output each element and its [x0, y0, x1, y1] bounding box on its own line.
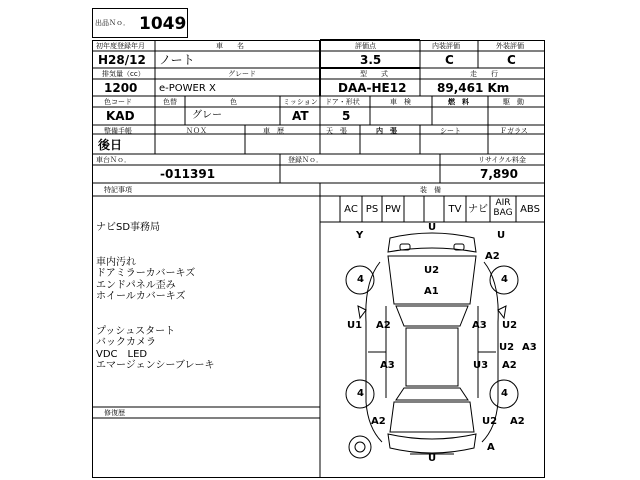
doors-label: ドア・形状: [325, 98, 360, 106]
damage-mark-a3-far-right: A3: [522, 342, 537, 353]
note-line: VDC LED: [96, 348, 148, 360]
damage-mark-4-front-right: 4: [501, 274, 508, 285]
damage-mark-a-bottom: A: [487, 442, 495, 453]
seat-label: シート: [440, 127, 461, 135]
note-line: エマージェンシーブレーキ: [96, 360, 215, 371]
year-value: H28/12: [98, 53, 146, 67]
glass-label: Ｆガラス: [500, 127, 528, 135]
damage-mark-a3-left-rear: A3: [380, 360, 395, 371]
equipment-pw: PW: [385, 204, 401, 215]
note-line: 車内汚れ: [96, 256, 136, 268]
equipment-ps: PS: [365, 204, 379, 215]
recycle-value: 7,890: [480, 167, 518, 181]
color-label: 色: [230, 98, 237, 106]
name-value: ノート: [159, 53, 195, 67]
exterior-score-value: C: [507, 53, 516, 67]
damage-mark-a2-bottom-right: A2: [510, 416, 525, 427]
name-label: 車 名: [216, 42, 244, 50]
color-value: グレー: [192, 110, 222, 121]
sunroof-label: 天 張: [326, 127, 347, 135]
model-value: DAA-HE12: [338, 81, 407, 95]
equipment-tv: TV: [448, 204, 462, 215]
notes-list: [96, 222, 316, 372]
note-line: ホイールカバーキズ: [96, 291, 186, 302]
color-code-value: KAD: [106, 109, 135, 123]
exterior-score-label: 外装評価: [496, 42, 524, 50]
interior-score-label: 内装評価: [432, 42, 460, 50]
mileage-value: 89,461 Km: [437, 81, 510, 95]
note-line: ナビSD事務局: [96, 222, 161, 233]
fuel-label: 燃 料: [448, 98, 469, 106]
damage-mark-y: Y: [356, 230, 364, 241]
interior-trim-label: 内 張: [376, 127, 397, 135]
note-line: エンドパネル歪み: [96, 279, 176, 291]
lot-label: 出品Ｎｏ．: [95, 19, 130, 27]
displacement-value: 1200: [104, 81, 138, 95]
displacement-label: 排気量（cc）: [102, 70, 145, 78]
notes-heading: 特記事項: [104, 186, 132, 194]
doors-value: 5: [342, 109, 351, 123]
damage-mark-u1-left: U1: [347, 320, 363, 331]
damage-mark-4-rear-right: 4: [501, 388, 508, 399]
drive-label: 駆 動: [503, 98, 524, 106]
damage-mark-u3-right: U3: [473, 360, 489, 371]
note-line: [96, 234, 316, 246]
equipment-ac: AC: [344, 204, 358, 215]
nox-label: ＮＯＸ: [186, 127, 207, 135]
interior-score-value: C: [445, 53, 454, 67]
damage-mark-u2-bottom: U2: [482, 416, 498, 427]
grade-label: グレード: [228, 70, 256, 78]
damage-mark-u2-hood: U2: [424, 265, 440, 276]
grade-value: e-POWER X: [159, 83, 216, 94]
damage-mark-a2-left: A2: [376, 320, 391, 331]
mission-label: ミッション: [283, 98, 318, 106]
note-line: ドアミラーカバーキズ: [96, 268, 196, 279]
chassis-label: 車台Ｎｏ．: [96, 156, 131, 164]
registration-label: 登録Ｎｏ．: [288, 156, 323, 164]
inspection-label: 車 検: [390, 98, 411, 106]
manual-label: 整備手帳: [104, 127, 132, 135]
mission-value: AT: [292, 109, 309, 123]
damage-mark-u-top: U: [428, 222, 437, 233]
manual-value: 後日: [98, 138, 123, 152]
equipment-navi: ナビ: [468, 204, 488, 215]
model-label: 型 式: [360, 70, 388, 78]
note-line: プッシュスタート: [96, 325, 176, 337]
color-code-label: 色コード: [104, 98, 132, 106]
score-label: 評価点: [355, 42, 376, 50]
damage-mark-a2-right-rear: A2: [502, 360, 517, 371]
damage-mark-u2-right: U2: [502, 320, 518, 331]
damage-mark-a3-right: A3: [472, 320, 487, 331]
damage-mark-4-rear-left: 4: [357, 388, 364, 399]
mileage-label: 走 行: [470, 70, 498, 78]
damage-mark-u-bottom: U: [428, 453, 437, 464]
note-line: [96, 314, 316, 326]
year-label: 初年度登録年月: [96, 42, 145, 50]
history-label: 車 歴: [263, 127, 284, 135]
note-line: バックカメラ: [96, 337, 156, 348]
color-change-label: 色替: [163, 98, 177, 106]
equipment-abs: ABS: [520, 204, 540, 215]
damage-mark-a2-top: A2: [485, 251, 500, 262]
equipment-airbag: AIR BAG: [493, 198, 513, 218]
recycle-label: リサイクル料金: [478, 156, 527, 164]
repair-heading: 修復歴: [104, 409, 125, 417]
damage-mark-a2-bottom-left: A2: [371, 416, 386, 427]
score-value: 3.5: [360, 53, 382, 67]
damage-mark-u2-right-lower: U2: [499, 342, 515, 353]
chassis-value: -011391: [160, 167, 216, 181]
damage-mark-u-right-top: U: [497, 230, 506, 241]
lot-number: 1049: [139, 14, 187, 34]
damage-mark-4-front-left: 4: [357, 274, 364, 285]
damage-mark-a1-hood: A1: [424, 286, 439, 297]
note-line: [96, 245, 316, 257]
equipment-heading: 装 備: [420, 186, 441, 194]
note-line: [96, 303, 316, 315]
